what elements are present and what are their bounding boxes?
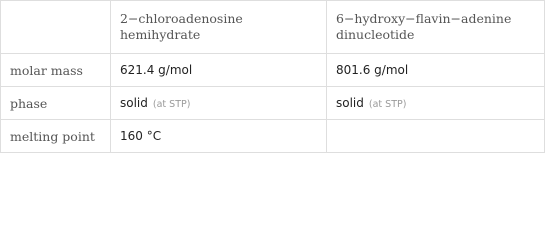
column-header-compound-2: [327, 1, 545, 54]
column-header-compound-1: [111, 1, 327, 54]
table-row-phase: [1, 87, 545, 120]
row-label: melting point: [1, 120, 111, 153]
column-header-line: 2−chloroadenosine: [120, 11, 243, 26]
value-text: solid: [336, 96, 364, 110]
value-text: 801.6 g/mol: [336, 63, 409, 77]
value-text: 621.4 g/mol: [120, 63, 193, 77]
column-header-line: dinucleotide: [336, 27, 415, 42]
table-row-molar-mass: [1, 54, 545, 87]
header-row: [1, 1, 545, 54]
row-label: molar mass: [1, 54, 111, 87]
corner-cell: [1, 1, 111, 54]
cell-value: [111, 54, 327, 87]
column-header-line: hemihydrate: [120, 27, 201, 42]
qualifier-text: (at STP): [152, 99, 191, 110]
row-label: phase: [1, 87, 111, 120]
cell-value: [111, 120, 327, 153]
table-row-melting-point: [1, 120, 545, 153]
cell-value-empty: [327, 120, 545, 153]
value-text: solid: [120, 96, 148, 110]
cell-value: [327, 87, 545, 120]
value-text: 160 °C: [120, 129, 162, 143]
qualifier-text: (at STP): [368, 99, 407, 110]
column-header-line: 6−hydroxy−flavin−adenine: [336, 11, 512, 26]
cell-value: [327, 54, 545, 87]
cell-value: [111, 87, 327, 120]
